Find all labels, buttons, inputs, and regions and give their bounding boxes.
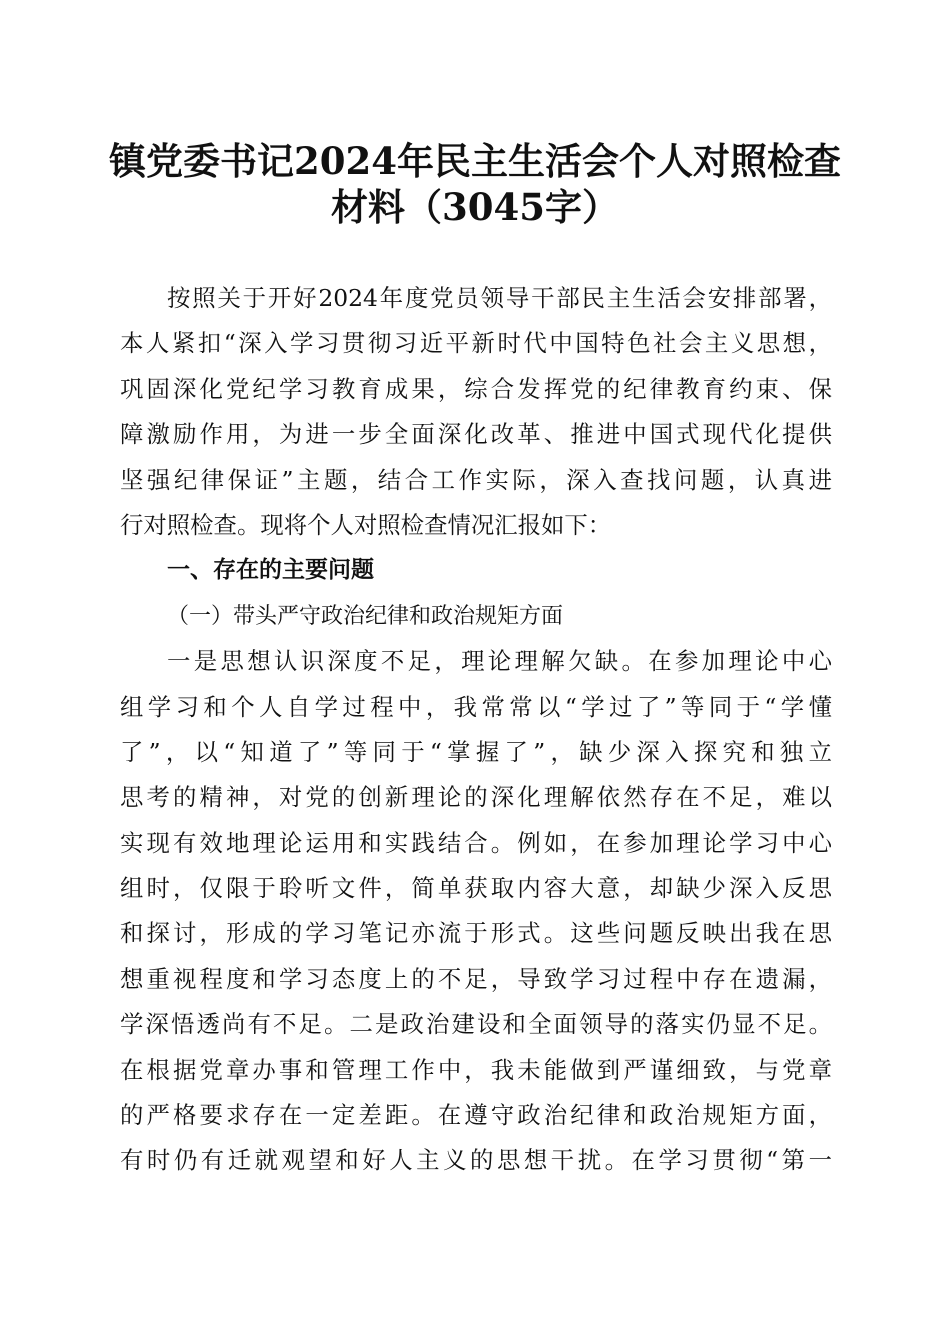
paragraph-line: 组时，仅限于聆听文件，简单获取内容大意，却缺少深入反思 — [120, 874, 832, 903]
document-title-line-2: 材料（3045字） — [331, 185, 619, 229]
section-heading-2: （一）带头严守政治纪律和政治规矩方面 — [167, 603, 564, 629]
intro-line: 按照关于开好2024年度党员领导干部民主生活会安排部署， — [167, 284, 832, 312]
paragraph-line: 的严格要求存在一定差距。在遵守政治纪律和政治规矩方面， — [120, 1101, 832, 1130]
paragraph-line: 实现有效地理论运用和实践结合。例如，在参加理论学习中心 — [120, 828, 832, 857]
paragraph-line: 想重视程度和学习态度上的不足，导致学习过程中存在遗漏， — [120, 964, 832, 993]
paragraph-line: 有时仍有迁就观望和好人主义的思想干扰。在学习贯彻“第一 — [120, 1146, 832, 1175]
paragraph-line: 思考的精神，对党的创新理论的深化理解依然存在不足，难以 — [120, 783, 832, 812]
paragraph-line: 一是思想认识深度不足，理论理解欠缺。在参加理论中心 — [167, 647, 832, 676]
document-body — [120, 276, 832, 1184]
paragraph-line: 在根据党章办事和管理工作中，我未能做到严谨细致，与党章 — [120, 1055, 832, 1084]
section-heading-1: 一、存在的主要问题 — [167, 557, 374, 584]
intro-line: 行对照检查。现将个人对照检查情况汇报如下： — [120, 510, 612, 539]
paragraph-line: 学深悟透尚有不足。二是政治建设和全面领导的落实仍显不足。 — [120, 1010, 832, 1039]
paragraph-line: 了”，以“知道了”等同于“掌握了”，缺少深入探究和独立 — [120, 737, 832, 766]
intro-line: 障激励作用，为进一步全面深化改革、推进中国式现代化提供 — [120, 420, 832, 449]
document-title-line-1: 镇党委书记2024年民主生活会个人对照检查 — [109, 139, 841, 183]
paragraph-line: 组学习和个人自学过程中，我常常以“学过了”等同于“学懂 — [120, 692, 832, 721]
intro-line: 本人紧扣“深入学习贯彻习近平新时代中国特色社会主义思想， — [120, 329, 832, 358]
intro-line: 坚强纪律保证”主题，结合工作实际，深入查找问题，认真进 — [120, 465, 832, 494]
paragraph-line: 和探讨，形成的学习笔记亦流于形式。这些问题反映出我在思 — [120, 919, 832, 948]
intro-line: 巩固深化党纪学习教育成果，综合发挥党的纪律教育约束、保 — [120, 374, 832, 403]
